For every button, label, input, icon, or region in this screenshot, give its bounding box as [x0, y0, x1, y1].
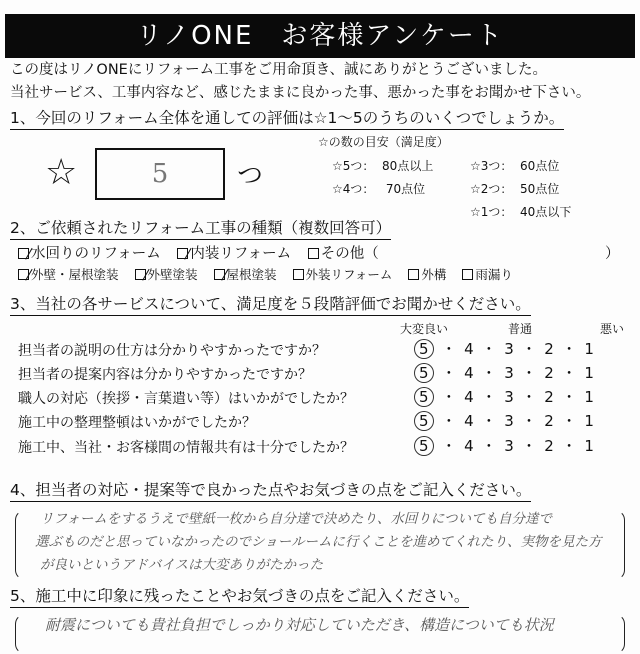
rating-option-3[interactable]: 3 [504, 388, 514, 406]
separator: ・ [513, 437, 545, 455]
checkbox-unchecked[interactable] [408, 269, 419, 280]
rating-option-2[interactable]: 2 [544, 388, 554, 406]
checkbox-item[interactable]: 外装リフォーム [293, 267, 393, 282]
checkbox-unchecked[interactable] [462, 269, 473, 280]
separator: ・ [433, 437, 465, 455]
guide-label: ☆3つ： [470, 159, 513, 173]
checkbox-item[interactable]: 外壁・屋根塗装 [18, 267, 119, 282]
separator: ・ [553, 437, 585, 455]
intro-line: この度はリノONEにリフォーム工事をご用命頂き、誠にありがとうございました。 [10, 62, 548, 78]
rating-option-5[interactable]: 5 [414, 436, 434, 456]
rating-option-3[interactable]: 3 [504, 437, 514, 455]
q3-heading: 3、当社の各サービスについて、満足度を５段階評価でお聞かせください。 [10, 292, 531, 316]
q1-heading: 1、今回のリフォーム全体を通しての評価は☆1～5のうちのいくつでしょうか。 [10, 106, 564, 130]
scale-best-label: 大変良い [400, 322, 449, 336]
separator: ・ [553, 364, 585, 382]
checkbox-unchecked[interactable] [293, 269, 304, 280]
rating-option-1[interactable]: 1 [584, 412, 594, 430]
separator: ・ [433, 340, 465, 358]
guide-value: 50点位 [520, 182, 560, 196]
q5-heading: 5、施工中に印象に残ったことやお気づきの点をご記入ください。 [10, 584, 469, 608]
q4-answer-line: 選ぶものだと思っていなかったのでショールームに行くことを進めてくれたり、実物を見た方 [35, 534, 602, 550]
guide-label: ☆1つ： [470, 205, 513, 219]
rating-option-5[interactable]: 5 [414, 363, 434, 383]
rating-scale [418, 338, 594, 359]
star-rating-value: 5 [151, 159, 169, 189]
intro-line: 当社サービス、工事内容など、感じたままに良かった事、悪かった事をお聞かせ下さい。 [10, 85, 591, 101]
checkbox-item[interactable]: 雨漏り [462, 267, 513, 282]
checkbox-item[interactable]: 外構 [408, 267, 446, 282]
q5-answer-line: 耐震についても貴社負担でしっかり対応していただき、構造についても状況 [45, 616, 554, 634]
rating-option-1[interactable]: 1 [584, 340, 594, 358]
checkbox-checked[interactable] [214, 269, 225, 280]
unit-label: つ [237, 161, 264, 191]
star-icon: ☆ [45, 152, 78, 193]
rating-question: 施工中、当社・お客様間の情報共有は十分でしたか？ [18, 440, 354, 456]
rating-scale [418, 435, 594, 456]
guide-value: 40点以下 [520, 205, 572, 219]
separator: ・ [513, 340, 545, 358]
checkbox-checked[interactable] [177, 248, 188, 259]
rating-scale [418, 410, 594, 431]
separator: ・ [513, 364, 545, 382]
guide-value: 70点位 [385, 182, 426, 196]
survey-title: リノONE お客様アンケート [5, 14, 635, 58]
checkbox-item[interactable]: その他（ [308, 246, 379, 262]
rating-option-2[interactable]: 2 [544, 340, 554, 358]
separator: ・ [553, 412, 585, 430]
guide-title: ☆の数の目安（満足度） [318, 135, 449, 149]
rating-option-4[interactable]: 4 [464, 388, 474, 406]
separator: ・ [553, 388, 585, 406]
q4-heading: 4、担当者の対応・提案等で良かった点やお気づきの点をご記入ください。 [10, 478, 531, 502]
work-type-row-1 [18, 242, 391, 263]
rating-option-4[interactable]: 4 [464, 364, 474, 382]
rating-option-5[interactable]: 5 [414, 411, 434, 431]
rating-option-4[interactable]: 4 [464, 412, 474, 430]
rating-option-4[interactable]: 4 [464, 340, 474, 358]
checkbox-item[interactable]: 内装リフォーム [177, 246, 291, 262]
rating-option-3[interactable]: 3 [504, 364, 514, 382]
separator: ・ [513, 412, 545, 430]
rating-question: 職人の対応（挨拶・言葉遣い等）はいかがでしたか？ [18, 391, 354, 407]
rating-scale [418, 386, 594, 407]
rating-option-5[interactable]: 5 [414, 339, 434, 359]
checkbox-item[interactable]: 屋根塗装 [214, 267, 277, 282]
separator: ・ [473, 437, 505, 455]
guide-value: 60点位 [520, 159, 560, 173]
rating-option-2[interactable]: 2 [544, 437, 554, 455]
scale-mid-label: 普通 [508, 322, 533, 336]
rating-option-4[interactable]: 4 [464, 437, 474, 455]
rating-option-3[interactable]: 3 [504, 340, 514, 358]
guide-label: ☆2つ： [470, 182, 513, 196]
guide-label: ☆5つ： [332, 159, 375, 173]
rating-option-5[interactable]: 5 [414, 387, 434, 407]
guide-label: ☆4つ： [332, 182, 375, 196]
rating-question: 担当者の説明の仕方は分かりやすかったですか？ [18, 343, 326, 359]
separator: ・ [553, 340, 585, 358]
q4-answer-line: が良いというアドバイスは大変ありがたかった [40, 557, 324, 573]
separator: ・ [433, 364, 465, 382]
checkbox-checked[interactable] [135, 269, 146, 280]
guide-value: 80点以上 [382, 159, 434, 173]
separator: ・ [473, 412, 505, 430]
rating-scale [418, 362, 594, 383]
separator: ・ [513, 388, 545, 406]
work-type-row-2 [18, 265, 525, 283]
checkbox-checked[interactable] [18, 248, 29, 259]
checkbox-item[interactable]: 水回りのリフォーム [18, 246, 161, 262]
star-rating-field[interactable] [95, 148, 225, 200]
checkbox-unchecked[interactable] [308, 248, 319, 259]
separator: ・ [473, 364, 505, 382]
rating-option-1[interactable]: 1 [584, 364, 594, 382]
q2-heading: 2、ご依頼されたリフォーム工事の種類（複数回答可） [10, 216, 391, 240]
checkbox-item[interactable]: 外壁塗装 [135, 267, 198, 282]
rating-question: 担当者の提案内容は分かりやすかったですか？ [18, 367, 312, 383]
separator: ・ [473, 340, 505, 358]
checkbox-checked[interactable] [18, 269, 29, 280]
rating-option-2[interactable]: 2 [544, 412, 554, 430]
close-paren: ） [605, 246, 620, 262]
separator: ・ [473, 388, 505, 406]
rating-option-1[interactable]: 1 [584, 437, 594, 455]
rating-option-1[interactable]: 1 [584, 388, 594, 406]
separator: ・ [433, 388, 465, 406]
rating-question: 施工中の整理整頓はいかがでしたか？ [18, 415, 256, 431]
q4-answer-line: リフォームをするうえで壁紙一枚から自分達で決めたり、水回りについても自分達で [40, 511, 553, 527]
scale-worst-label: 悪い [600, 322, 625, 336]
rating-option-3[interactable]: 3 [504, 412, 514, 430]
rating-option-2[interactable]: 2 [544, 364, 554, 382]
separator: ・ [433, 412, 465, 430]
